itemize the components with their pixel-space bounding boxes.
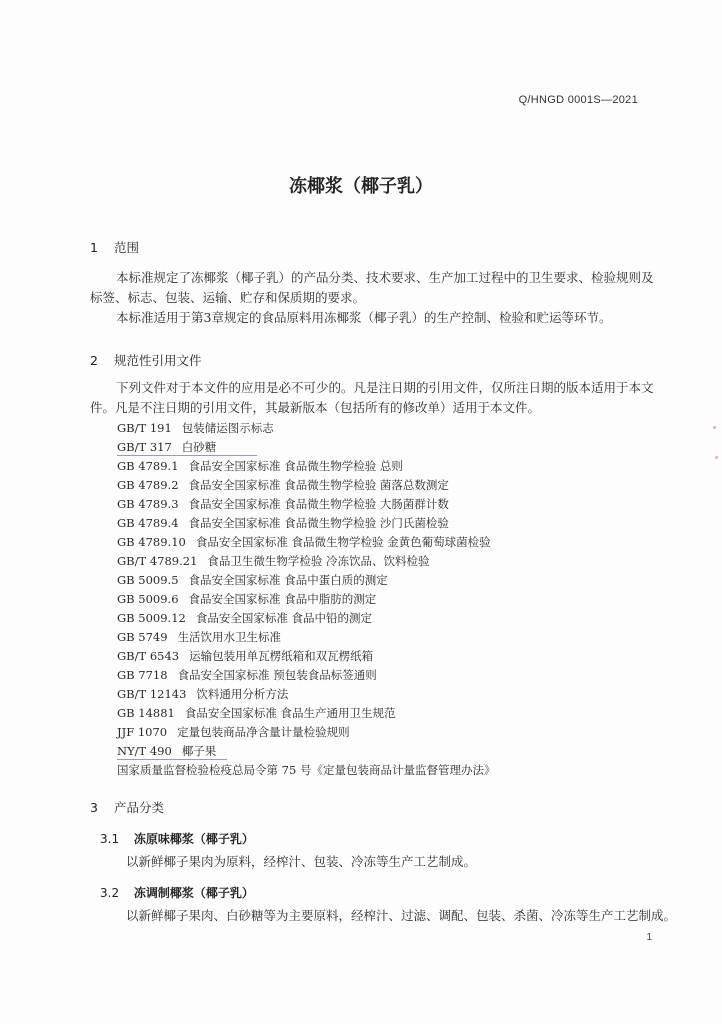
paragraph-line: 本标准适用于第3章规定的食品原料用冻椰浆（椰子乳）的生产控制、检验和贮运等环节。 [116, 310, 612, 325]
paragraph-line: 本标准规定了冻椰浆（椰子乳）的产品分类、技术要求、生产加工过程中的卫生要求、检验规则及 [116, 270, 654, 285]
subsection-3-1-heading: 3.1 冻原味椰浆（椰子乳） [100, 832, 254, 846]
section-2-intro-paragraph [90, 378, 656, 418]
reference-item: GB/T 191 包装储运图示标志 [117, 421, 274, 435]
section-number: 1 [90, 240, 98, 255]
reference-item: GB/T 12143 饮料通用分析方法 [117, 687, 289, 701]
scan-artifact [713, 426, 716, 429]
reference-item: GB 14881 食品安全国家标准 食品生产通用卫生规范 [117, 706, 396, 720]
reference-item: GB 5009.6 食品安全国家标准 食品中脂肪的测定 [117, 592, 377, 606]
paragraph-line: 件。凡是不注日期的引用文件，其最新版本（包括所有的修改单）适用于本文件。 [90, 400, 541, 415]
reference-item: GB 4789.1 食品安全国家标准 食品微生物学检验 总则 [117, 459, 403, 473]
underline-mark [117, 455, 257, 456]
underline-mark [117, 759, 227, 760]
section-1-heading [90, 238, 139, 256]
section-number: 3 [90, 800, 98, 815]
section-3-heading [90, 798, 164, 816]
section-title: 产品分类 [113, 800, 164, 815]
subsection-3-2-text: 以新鲜椰子果肉、白砂糖等为主要原料，经榨汁、过滤、调配、包装、杀菌、冷冻等生产工艺制成。 [126, 908, 677, 923]
section-title: 范围 [113, 240, 139, 255]
normative-reference-list [117, 419, 657, 780]
reference-item: GB 7718 食品安全国家标准 预包装食品标签通则 [117, 668, 377, 682]
paragraph-line: 标签、标志、包装、运输、贮存和保质期的要求。 [90, 290, 366, 305]
subsection-3-2-heading: 3.2 冻调制椰浆（椰子乳） [100, 886, 254, 900]
reference-item: GB 5749 生活饮用水卫生标准 [117, 630, 282, 644]
scan-artifact [715, 456, 718, 459]
reference-item: NY/T 490 椰子果 [117, 742, 657, 761]
reference-item: GB 4789.4 食品安全国家标准 食品微生物学检验 沙门氏菌检验 [117, 516, 449, 530]
section-title: 规范性引用文件 [113, 353, 202, 368]
document-title: 冻椰浆（椰子乳） [289, 176, 433, 197]
subsection-3-1-text: 以新鲜椰子果肉为原料，经榨汁、包装、冷冻等生产工艺制成。 [126, 854, 477, 869]
reference-item: GB 5009.12 食品安全国家标准 食品中铅的测定 [117, 611, 373, 625]
reference-item: GB 5009.5 食品安全国家标准 食品中蛋白质的测定 [117, 573, 388, 587]
document-code: Q/HNGD 0001S—2021 [518, 94, 638, 106]
section-1-scope-paragraph [90, 268, 656, 328]
reference-item: GB 4789.10 食品安全国家标准 食品微生物学检验 金黄色葡萄球菌检验 [117, 535, 491, 549]
reference-item-regulation: 国家质量监督检验检疫总局令第 75 号《定量包装商品计量监督管理办法》 [117, 763, 496, 777]
reference-item: GB/T 4789.21 食品卫生微生物学检验 冷冻饮品、饮料检验 [117, 554, 430, 568]
reference-item: JJF 1070 定量包装商品净含量计量检验规则 [117, 725, 350, 739]
reference-item: GB/T 317 白砂糖 [117, 438, 657, 457]
reference-item: GB 4789.2 食品安全国家标准 食品微生物学检验 菌落总数测定 [117, 478, 449, 492]
paragraph-line: 下列文件对于本文件的应用是必不可少的。凡是注日期的引用文件，仅所注日期的版本适用于本文 [116, 380, 654, 395]
reference-item: GB 4789.3 食品安全国家标准 食品微生物学检验 大肠菌群计数 [117, 497, 449, 511]
page-number: 1 [646, 932, 652, 943]
reference-item: GB/T 6543 运输包装用单瓦楞纸箱和双瓦楞纸箱 [117, 649, 374, 663]
section-2-heading [90, 351, 202, 369]
section-number: 2 [90, 353, 98, 368]
